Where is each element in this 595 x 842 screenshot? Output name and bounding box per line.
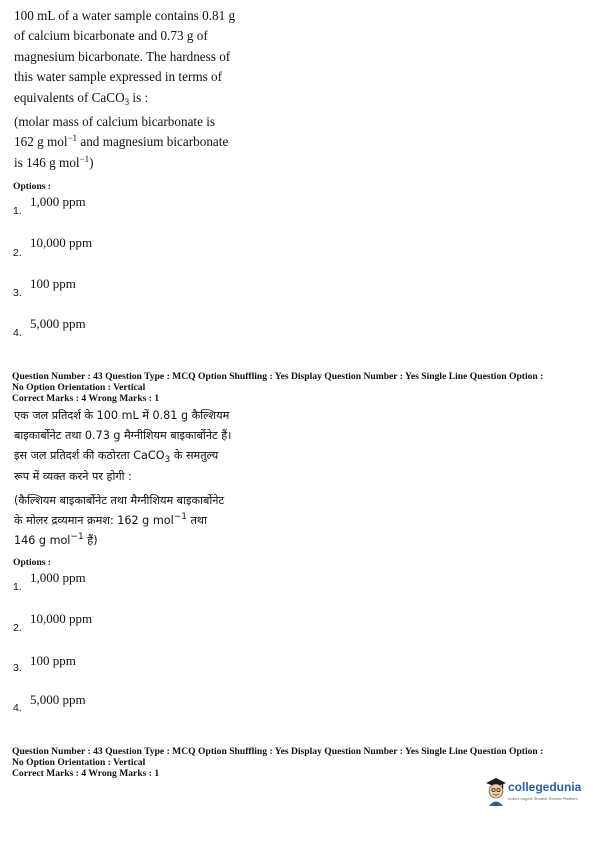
question-line: एक जल प्रतिदर्श के 100 mL में 0.81 g कैल्शियम — [14, 409, 230, 422]
question-line: of calcium bicarbonate and 0.73 g of — [14, 28, 208, 44]
option-number: 4. — [13, 702, 22, 714]
option-number: 3. — [13, 287, 22, 299]
option-text[interactable]: 100 ppm — [30, 653, 76, 668]
option-number: 1. — [13, 581, 22, 593]
logo-tagline: India's largest Student Review Platform — [508, 796, 578, 801]
question-line: magnesium bicarbonate. The hardness of — [14, 48, 231, 64]
question-text-english — [14, 6, 264, 173]
question-meta: Question Number : 43 Question Type : MCQ Option Shuffling : Yes Display Question Number : Yes Single Line Question Option : No Option Orientation : Vertical Correct Marks : 4 Wrong Marks : 1 — [12, 371, 544, 404]
option-text[interactable]: 5,000 ppm — [30, 692, 86, 707]
option-text[interactable]: 10,000 ppm — [30, 611, 93, 626]
option-number: 1. — [13, 205, 22, 217]
option-text[interactable]: 1,000 ppm — [30, 570, 86, 585]
option-number: 2. — [13, 622, 22, 634]
options-label: Options : — [13, 181, 52, 192]
collegedunia-logo — [484, 774, 584, 812]
molar-mass-note: (molar mass of calcium bicarbonate is — [14, 114, 216, 130]
question-text-hindi — [14, 406, 264, 551]
molar-mass-note: के मोलर द्रव्यमान क्रमश: 162 g mol$^{-1}$ तथा — [14, 512, 207, 528]
question-line: this water sample expressed in terms of — [14, 69, 223, 85]
option-text[interactable]: 1,000 ppm — [30, 194, 86, 209]
option-text[interactable]: 5,000 ppm — [30, 316, 86, 331]
question-line: बाइकार्बोनेट तथा 0.73 g मैग्नीशियम बाइकार्बोनेट हैं। — [14, 429, 232, 443]
option-text[interactable]: 100 ppm — [30, 276, 76, 291]
molar-mass-note: (कैल्शियम बाइकार्बोनेट तथा मैग्नीशियम बाइकार्बोनेट — [14, 493, 225, 507]
question-line: रूप में व्यक्त करने पर होगी : — [14, 469, 132, 483]
molar-mass-note: is 146 g mol$^{-1}$) — [14, 153, 94, 170]
option-number: 2. — [13, 247, 22, 259]
molar-mass-note: 146 g mol$^{-1}$ हैं) — [14, 532, 98, 548]
option-number: 4. — [13, 327, 22, 339]
logo-wordmark: collegedunia — [508, 780, 582, 794]
molar-mass-note: 162 g mol$^{-1}$ and magnesium bicarbonate — [14, 133, 229, 150]
question-line: 100 mL of a water sample contains 0.81 g — [14, 8, 236, 23]
question-line: equivalents of CaCO$_3$ is : — [14, 89, 149, 107]
question-line: इस जल प्रतिदर्श की कठोरता CaCO$_3$ के समतुल्य — [14, 449, 219, 466]
graduate-mascot-icon — [484, 776, 508, 808]
option-text[interactable]: 10,000 ppm — [30, 235, 93, 250]
option-number: 3. — [13, 662, 22, 674]
question-meta: Question Number : 43 Question Type : MCQ Option Shuffling : Yes Display Question Number : Yes Single Line Question Option : No Option Orientation : Vertical Correct Marks : 4 Wrong Marks : 1 — [12, 746, 544, 779]
options-label: Options : — [13, 557, 52, 568]
